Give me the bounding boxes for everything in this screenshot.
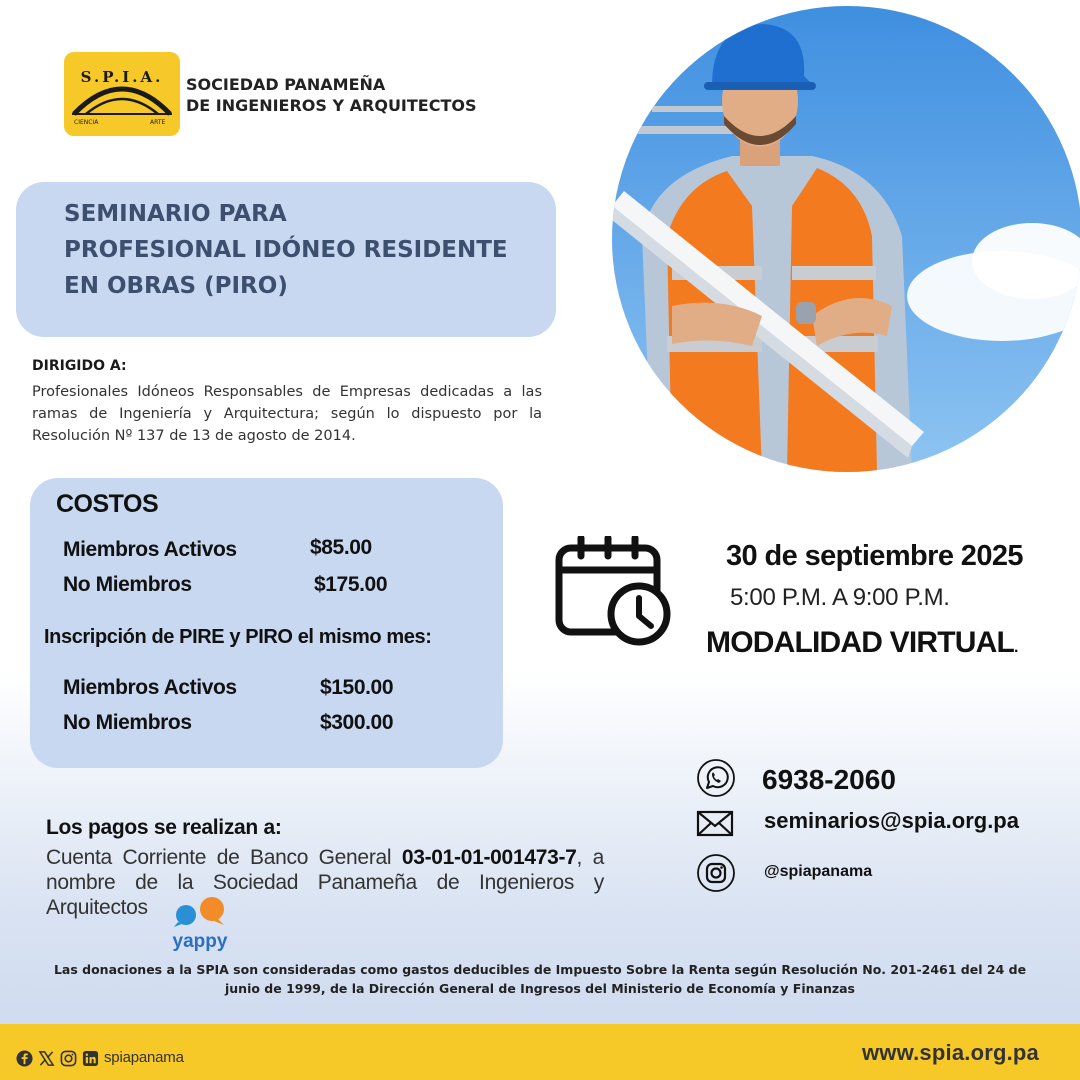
- combined-registration-title: Inscripción de PIRE y PIRO el mismo mes:: [44, 626, 432, 648]
- event-mode-text: MODALIDAD VIRTUAL: [706, 626, 1015, 659]
- instagram-icon: [696, 853, 736, 893]
- logo-left-word: CIENCIA: [74, 119, 99, 126]
- tax-disclaimer: [50, 960, 1030, 998]
- seminar-title-line3: EN OBRAS (PIRO): [64, 273, 288, 299]
- logo-right-word: ARTE: [150, 119, 166, 126]
- cost-label-active-members: Miembros Activos: [63, 538, 237, 561]
- costs-title: COSTOS: [56, 490, 159, 518]
- seminar-title-line1: SEMINARIO PARA: [64, 201, 287, 227]
- contact-phone[interactable]: 6938-2060: [762, 764, 896, 795]
- logo-acronym: S.P.I.A.: [80, 68, 164, 86]
- mail-icon: [695, 804, 735, 844]
- combined-label-active-members: Miembros Activos: [63, 676, 237, 699]
- cost-price-non-members: $175.00: [314, 573, 388, 596]
- event-date: 30 de septiembre 2025: [726, 540, 1023, 572]
- payment-text-after: , a nombre de la Sociedad Panameña de Ingenieros y Arquitectos: [46, 846, 605, 919]
- tax-disclaimer-line2: junio de 1999, de la Dirección General de Ingresos del Ministerio de Economía y Finanzas: [224, 981, 855, 996]
- contact-instagram[interactable]: @spiapanama: [764, 863, 873, 880]
- yappy-label: yappy: [172, 931, 228, 952]
- x-twitter-icon[interactable]: [38, 1050, 55, 1067]
- audience-text: Profesionales Idóneos Responsables de Empresas dedicadas a las ramas de Ingeniería y Arquitectura; según lo dispuesto por la Resolución Nº 137 de 13 de agosto de 2014.: [32, 384, 542, 444]
- organization-name-line2: DE INGENIEROS Y ARQUITECTOS: [186, 96, 477, 115]
- instagram-small-icon[interactable]: [60, 1050, 77, 1067]
- social-icons: [16, 1049, 99, 1067]
- seminar-title-card: [16, 182, 556, 337]
- payment-text-before: Cuenta Corriente de Banco General: [46, 846, 402, 869]
- organization-name: [186, 74, 477, 116]
- tax-disclaimer-line1: Las donaciones a la SPIA son consideradas como gastos deducibles de Impuesto Sobre la Renta según Resolución No. 201-2461 del 24 de: [53, 962, 1027, 977]
- engineer-illustration: [612, 6, 1080, 472]
- seminar-title-line2: PROFESIONAL IDÓNEO RESIDENTE: [64, 237, 508, 263]
- audience-heading: DIRIGIDO A:: [32, 358, 127, 374]
- contact-email[interactable]: seminarios@spia.org.pa: [764, 808, 1019, 833]
- spia-logo: [64, 52, 180, 136]
- combined-price-active-members: $150.00: [320, 676, 394, 699]
- engineer-photo: [612, 6, 1080, 472]
- bridge-logo-icon: [64, 52, 180, 136]
- yappy-logo-icon: [166, 895, 238, 953]
- cost-price-active-members: $85.00: [310, 536, 372, 559]
- footer-social-handle[interactable]: spiapanama: [104, 1049, 184, 1066]
- event-time: 5:00 P.M. A 9:00 P.M.: [730, 584, 950, 611]
- cost-label-non-members: No Miembros: [63, 573, 192, 596]
- calendar-clock-icon: [553, 536, 673, 648]
- payment-heading: Los pagos se realizan a:: [46, 816, 282, 839]
- event-mode-suffix: .: [1014, 639, 1018, 656]
- payment-text: [46, 845, 604, 920]
- organization-name-line1: SOCIEDAD PANAMEÑA: [186, 75, 386, 94]
- whatsapp-icon: [696, 758, 736, 798]
- linkedin-icon[interactable]: [82, 1050, 99, 1067]
- combined-label-non-members: No Miembros: [63, 711, 192, 734]
- bank-account-number: 03-01-01-001473-7: [401, 846, 577, 869]
- facebook-icon[interactable]: [16, 1050, 33, 1067]
- event-mode: [706, 626, 1018, 660]
- footer-website-link[interactable]: www.spia.org.pa: [862, 1040, 1039, 1065]
- combined-price-non-members: $300.00: [320, 711, 394, 734]
